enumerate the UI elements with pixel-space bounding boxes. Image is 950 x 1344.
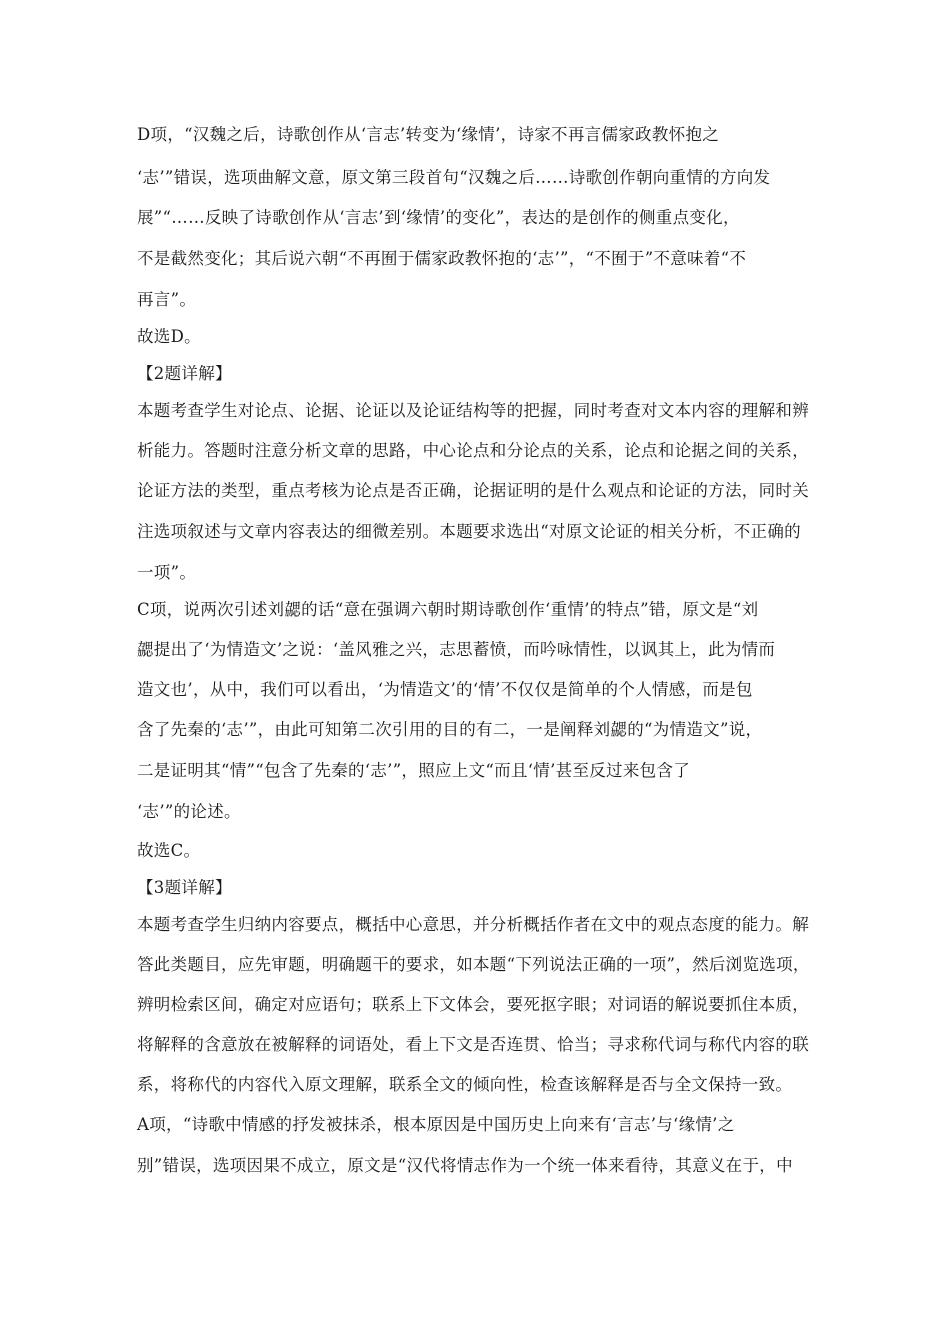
text-line: 造文也’，从中，我们可以看出，‘为情造文’的‘情’不仅仅是简单的个人情感，而是包 <box>137 680 753 699</box>
text-line: 故选D。 <box>137 327 201 346</box>
text-line: 析能力。答题时注意分析文章的思路，中心论点和分论点的关系，论点和论据之间的关系， <box>137 441 809 460</box>
text-line: 辨明检索区间，确定对应语句；联系上下文体会，要死抠字眼；对词语的解说要抓住本质， <box>137 995 809 1014</box>
text-line: 注选项叙述与文章内容表达的细微差别。本题要求选出“对原文论证的相关分析，不正确的 <box>137 522 801 541</box>
text-line: C项，说两次引述刘勰的话“意在强调六朝时期诗歌创作‘重情’的特点”错，原文是“刘 <box>137 600 759 619</box>
text-line: ‘志’”的论述。 <box>137 802 241 821</box>
text-line: 别”错误，选项因果不成立，原文是“汉代将情志作为一个统一体来看待，其意义在于，中 <box>137 1156 793 1175</box>
section-heading: 【2题详解】 <box>137 364 232 383</box>
text-line: 勰提出了‘为情造文’之说：‘盖风雅之兴，志思蓄愤，而吟咏情性，以讽其上，此为情而 <box>137 640 776 659</box>
text-line: 含了先秦的‘志’”，由此可知第二次引用的目的有二，一是阐释刘勰的“为情造文”说， <box>137 720 763 739</box>
text-line: 将解释的含意放在被解释的词语处，看上下文是否连贯、恰当；寻求称代词与称代内容的联 <box>137 1035 809 1054</box>
text-line: 论证方法的类型，重点考核为论点是否正确，论据证明的是什么观点和论证的方法，同时关 <box>137 481 809 500</box>
text-line: 展”“……反映了诗歌创作从‘言志’到‘缘情’的变化”，表达的是创作的侧重点变化， <box>137 208 740 227</box>
section-heading: 【3题详解】 <box>137 878 232 897</box>
text-line: 故选C。 <box>137 841 201 860</box>
text-line: 系，将称代的内容代入原文理解，联系全文的倾向性，检查该解释是否与全文保持一致。 <box>137 1075 793 1094</box>
text-line: 不是截然变化；其后说六朝“不再囿于儒家政教怀抱的‘志’”，“不囿于”不意味着“不 <box>137 249 747 268</box>
text-line: 二是证明其“情”“包含了先秦的‘志’”，照应上文“而且‘情’甚至反过来包含了 <box>137 761 691 780</box>
text-line: 一项”。 <box>137 563 197 582</box>
text-line: ‘志’”错误，选项曲解文意，原文第三段首句“汉魏之后……诗歌创作朝向重情的方向发 <box>137 168 771 187</box>
text-line: 本题考查学生对论点、论据、论证以及论证结构等的把握，同时考查对文本内容的理解和辨 <box>137 401 809 420</box>
text-line: 答此类题目，应先审题，明确题干的要求，如本题“下列说法正确的一项”，然后浏览选项， <box>137 955 810 974</box>
text-line: 再言”。 <box>137 290 197 309</box>
text-line: D项，“汉魏之后，诗歌创作从‘言志’转变为‘缘情’，诗家不再言儒家政教怀抱之 <box>137 125 720 144</box>
text-line: A项，“诗歌中情感的抒发被抹杀，根本原因是中国历史上向来有‘言志’与‘缘情’之 <box>137 1115 735 1134</box>
text-line: 本题考查学生归纳内容要点，概括中心意思，并分析概括作者在文中的观点态度的能力。解 <box>137 915 809 934</box>
